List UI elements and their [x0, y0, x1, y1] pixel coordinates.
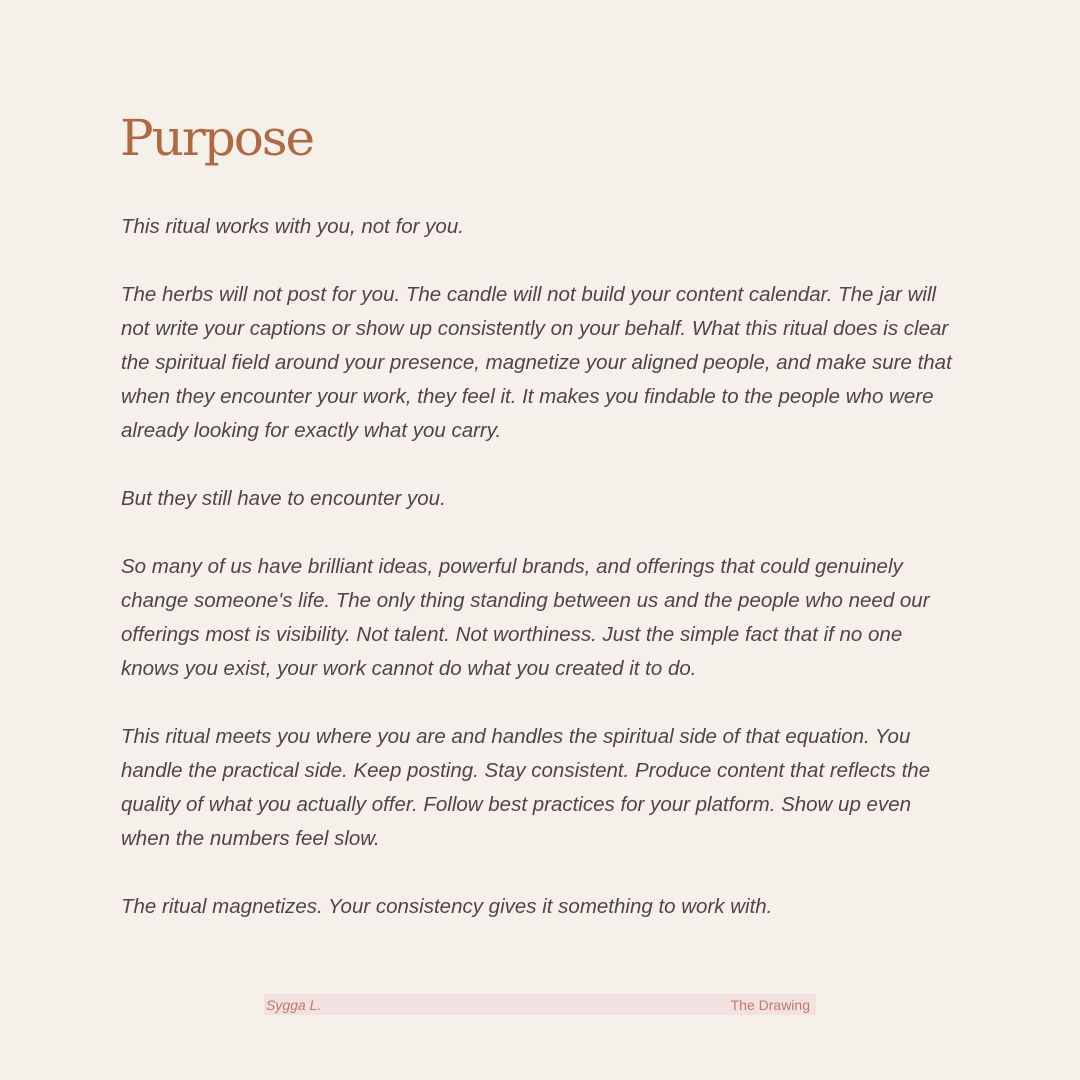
- paragraph-1: This ritual works with you, not for you.: [121, 215, 464, 238]
- body-text: [121, 210, 956, 924]
- footer-source: The Drawing: [730, 996, 810, 1013]
- page-title: Purpose: [120, 109, 314, 167]
- paragraph-4: So many of us have brilliant ideas, powerful brands, and offerings that could genuinely change someone's life. The only thing standing between us and the people who need our offerings most is visibility. Not talent. Not worthiness. Just the simple fact that if no one knows you exist, your work cannot do what you created it to do.: [121, 555, 930, 680]
- paragraph-2: The herbs will not post for you. The candle will not build your content calendar. The jar will not write your captions or show up consistently on your behalf. What this ritual does is clear the spiritual field around your presence, magnetize your aligned people, and make sure that when they encounter your work, they feel it. It makes you findable to the people who were already looking for exactly what you carry.: [121, 283, 952, 442]
- paragraph-5: This ritual meets you where you are and handles the spiritual side of that equation. You handle the practical side. Keep posting. Stay consistent. Produce content that reflects the quality of what you actually offer. Follow best practices for your platform. Show up even when the numbers feel slow.: [121, 725, 931, 850]
- paragraph-6: The ritual magnetizes. Your consistency gives it something to work with.: [121, 895, 773, 918]
- footer-bar: [264, 994, 816, 1015]
- footer-author: Sygga L.: [266, 996, 322, 1013]
- paragraph-3: But they still have to encounter you.: [121, 487, 446, 510]
